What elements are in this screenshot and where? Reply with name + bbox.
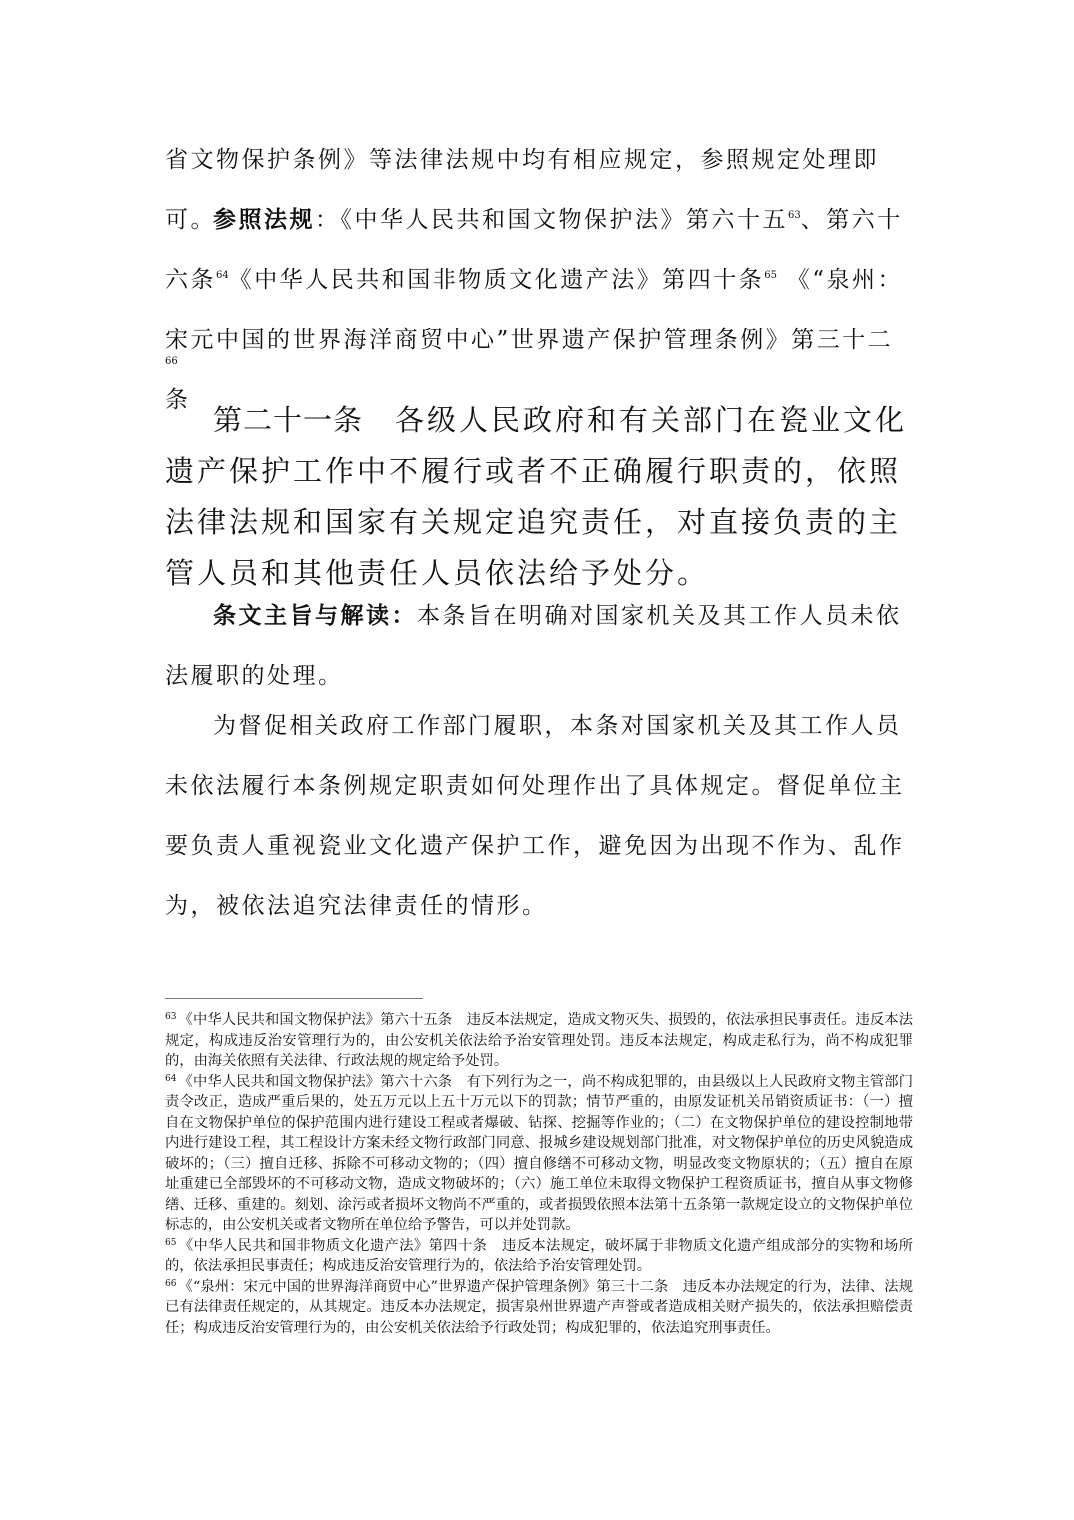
- interpretation-paragraph: [165, 586, 913, 706]
- article-number: 第二十一条: [213, 403, 364, 437]
- footnote-number: 64: [165, 1073, 177, 1084]
- reference-law-2: 、第六十六条: [165, 207, 903, 293]
- footnote-66: [165, 1277, 913, 1339]
- footnote-ref-66[interactable]: 66: [165, 356, 178, 367]
- footnote-number: 66: [165, 1278, 177, 1289]
- footnote-text: 《中华人民共和国文物保护法》第六十五条 违反本法规定，造成文物灭失、损毁的，依法承担民事责任。违反本法规定，构成违反治安管理行为的，由公安机关依法给予治安管理处罚。违反本法规定，构成走私行为，尚不构成犯罪的，由海关依照有关法律、行政法规的规定给予处罚。: [165, 1012, 913, 1069]
- explanation-paragraph: 为督促相关政府工作部门履职，本条对国家机关及其工作人员未依法履行本条例规定职责如何处理作出了具体规定。督促单位主要负责人重视瓷业文化遗产保护工作，避免因为出现不作为、乱作为，被依法追究法律责任的情形。: [165, 713, 905, 919]
- reference-law-1: 《中华人民共和国文物保护法》第六十五: [340, 207, 788, 233]
- footnote-text: 《中华人民共和国文物保护法》第六十六条 有下列行为之一，尚不构成犯罪的，由县级以上人民政府文物主管部门责令改正，造成严重后果的，处五万元以上五十万元以下的罚款；情节严重的，由原发证机关吊销资质证书：（一）擅自在文物保护单位的保护范围内进行建设工程或者爆破、钻探、挖掘等作业的；（二）在文物保护单位的建设控制地带内进行建设工程，其工程设计方案未经文物行政部门同意、报城乡建设规划部门批准，对文物保护单位的历史风貌造成破坏的；（三）擅自迁移、拆除不可移动文物的；（四）擅自修缮不可移动文物，明显改变文物原状的；（五）擅自在原址重建已全部毁坏的不可移动文物，造成文物破坏的；（六）施工单位未取得文物保护工程资质证书，擅自从事文物修缮、迁移、重建的。刻划、涂污或者损坏文物尚不严重的，或者损毁依照本法第十五条第一款规定设立的文物保护单位标志的，由公安机关或者文物所在单位给予警告，可以并处罚款。: [165, 1073, 913, 1233]
- footnote-number: 65: [165, 1237, 177, 1248]
- reference-law-4: 《“泉州：宋元中国的世界海洋商贸中心”世界遗产保护管理条例》第三十二条: [165, 267, 904, 413]
- reference-laws-paragraph: [165, 190, 913, 430]
- footnote-separator: [165, 998, 423, 999]
- interpretation-text: 本条旨在明确对国家机关及其工作人员未依法履职的处理。: [165, 603, 902, 689]
- article-21: [165, 395, 913, 599]
- reference-laws-colon: ：: [315, 207, 341, 233]
- footnote-text: 《“泉州：宋元中国的世界海洋商贸中心”世界遗产保护管理条例》第三十二条 违反本办法规定的行为，法律、法规已有法律责任规定的，从其规定。违反本办法规定，损害泉州世界遗产声誉或者造成相关财产损失的，依法承担赔偿责任；构成违反治安管理行为的，由公安机关依法给予行政处罚；构成犯罪的，依法追究刑事责任。: [165, 1278, 913, 1336]
- footnote-64: [165, 1072, 913, 1236]
- footnote-ref-65[interactable]: 65: [764, 270, 777, 281]
- footnote-ref-64[interactable]: 64: [216, 270, 229, 281]
- paragraph-continuation: 省文物保护条例》等法律法规中均有相应规定，参照规定处理即可。: [165, 147, 879, 233]
- footnote-63: [165, 1010, 913, 1072]
- footnote-number: 63: [165, 1012, 177, 1022]
- footnote-ref-63[interactable]: 63: [788, 210, 801, 221]
- footnotes: [165, 1010, 913, 1338]
- footnote-65: [165, 1236, 913, 1277]
- article-text: 各级人民政府和有关部门在瓷业文化遗产保护工作中不履行或者不正确履行职责的，依照法律法规和国家有关规定追究责任，对直接负责的主管人员和其他责任人员依法给予处分。: [165, 403, 908, 590]
- reference-law-3: 《中华人民共和国非物质文化遗产法》第四十条: [228, 267, 765, 293]
- footnote-text: 《中华人民共和国非物质文化遗产法》第四十条 违反本法规定，破坏属于非物质文化遗产组成部分的实物和场所的，依法承担民事责任；构成违反治安管理行为的，依法给予治安管理处罚。: [165, 1237, 913, 1274]
- interpretation-label: 条文主旨与解读：: [213, 602, 417, 629]
- reference-laws-label: 参照法规: [213, 206, 315, 233]
